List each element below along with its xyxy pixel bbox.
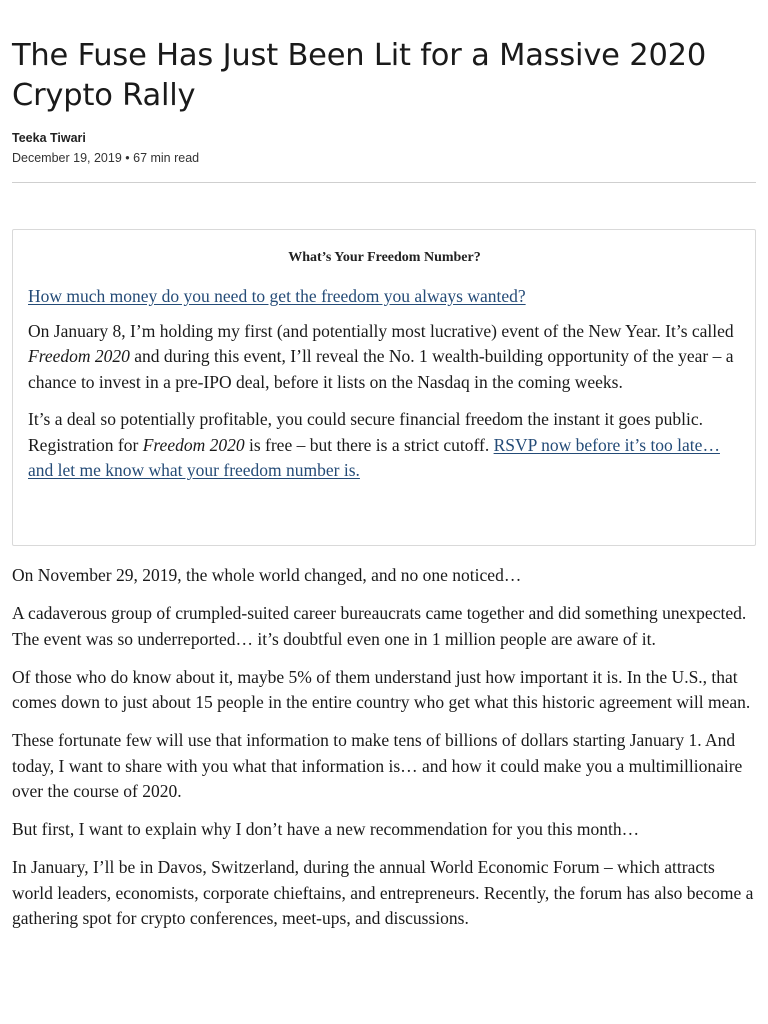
promo-p1-emphasis: Freedom 2020 <box>28 346 130 366</box>
author-name[interactable]: Teeka Tiwari <box>12 131 86 145</box>
body-paragraph: On November 29, 2019, the whole world changed, and no one noticed… <box>12 565 522 585</box>
article-body <box>12 563 756 932</box>
article-meta: December 19, 2019 • 67 min read <box>12 151 200 165</box>
body-paragraph: Of those who do know about it, maybe 5% of them understand just how important it is. In the U.S., that comes down to just about 15 people in the entire country who get what this historic agreement will mean. <box>12 666 751 712</box>
promo-p2-text-a: It’s a deal so potentially profitable, you could secure financial freedom the instant it goes public. Registration for <box>28 409 704 455</box>
promo-question-link[interactable]: How much money do you need to get the freedom you always wanted? <box>28 286 526 306</box>
promo-box <box>12 229 756 546</box>
body-paragraph: A cadaverous group of crumpled-suited career bureaucrats came together and did something unexpected. The event was so underreported… it’s doubtful even one in 1 million people are aware of it. <box>12 603 747 649</box>
promo-p2-text-b: is free – but there is a strict cutoff. <box>244 434 494 455</box>
body-paragraph: These fortunate few will use that information to make tens of billions of dollars starting January 1. And today, I want to share with you what that information is… and how it could make you a multimillionaire over the course of 2020. <box>12 730 743 801</box>
promo-p2-emphasis: Freedom 2020 <box>142 434 245 455</box>
rsvp-link[interactable]: RSVP now before it’s too late… and let me know what your freedom number is. <box>28 434 720 480</box>
promo-p1-text-b: and during this event, I’ll reveal the No. 1 wealth-building opportunity of the year – a chance to invest in a pre-IPO deal, before it lists on the Nasdaq in the coming weeks. <box>28 346 734 392</box>
promo-p1-text-a: On January 8, I’m holding my first (and potentially most lucrative) event of the New Year. It’s called <box>28 320 734 341</box>
promo-heading: What’s Your Freedom Number? <box>288 250 481 265</box>
header-divider <box>12 182 756 183</box>
article-title: The Fuse Has Just Been Lit for a Massive 2020 Crypto Rally <box>12 38 707 113</box>
article-page <box>12 0 756 944</box>
promo-paragraph-2 <box>28 407 741 484</box>
body-paragraph: But first, I want to explain why I don’t have a new recommendation for you this month… <box>12 819 640 839</box>
body-paragraph: In January, I’ll be in Davos, Switzerland, during the annual World Economic Forum – which attracts world leaders, economists, corporate chieftains, and entrepreneurs. Recently, the forum has also become a gathering spot for crypto conferences, meet-ups, and discussions. <box>12 857 754 928</box>
promo-paragraph-1 <box>28 319 741 396</box>
